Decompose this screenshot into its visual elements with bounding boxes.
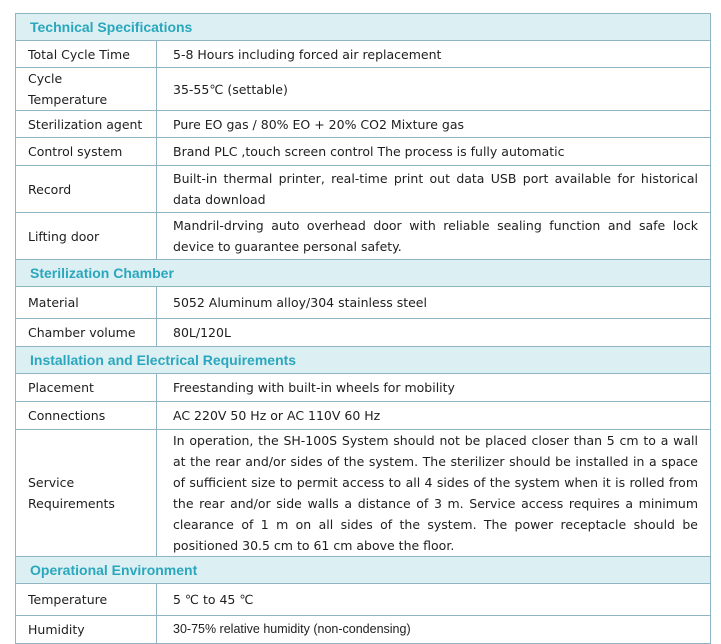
- row-value: 30-75% relative humidity (non-condensing): [157, 616, 711, 644]
- spec-row: [16, 319, 711, 347]
- spec-row: [16, 374, 711, 402]
- spec-row: [16, 111, 711, 138]
- section-title: Operational Environment: [16, 557, 711, 584]
- row-value: 5052 Aluminum alloy/304 stainless steel: [157, 287, 711, 319]
- section-header-environment: [16, 557, 711, 584]
- section-title: Installation and Electrical Requirements: [16, 347, 711, 374]
- row-value: 35-55℃ (settable): [157, 68, 711, 111]
- row-value: Brand PLC ,touch screen control The process is fully automatic: [157, 138, 711, 166]
- row-label: Control system: [16, 138, 157, 166]
- section-header-installation: [16, 347, 711, 374]
- row-value: 5-8 Hours including forced air replacement: [157, 41, 711, 68]
- row-label: Material: [16, 287, 157, 319]
- row-label: Temperature: [16, 584, 157, 616]
- row-label: Chamber volume: [16, 319, 157, 347]
- spec-row: [16, 41, 711, 68]
- section-title: Sterilization Chamber: [16, 260, 711, 287]
- spec-row: [16, 213, 711, 260]
- row-value: Pure EO gas / 80% EO + 20% CO2 Mixture gas: [157, 111, 711, 138]
- section-header-chamber: [16, 260, 711, 287]
- spec-row: [16, 402, 711, 430]
- row-label: Record: [16, 166, 157, 213]
- row-label: Humidity: [16, 616, 157, 644]
- row-label: Sterilization agent: [16, 111, 157, 138]
- row-label: Cycle Temperature: [16, 68, 157, 111]
- row-value: AC 220V 50 Hz or AC 110V 60 Hz: [157, 402, 711, 430]
- spec-row: [16, 430, 711, 557]
- spec-row: [16, 166, 711, 213]
- row-label: Total Cycle Time: [16, 41, 157, 68]
- spec-row: [16, 68, 711, 111]
- row-value: 80L/120L: [157, 319, 711, 347]
- row-value: Freestanding with built-in wheels for mobility: [157, 374, 711, 402]
- section-header-technical: [16, 14, 711, 41]
- spec-row: [16, 584, 711, 616]
- row-value: Mandril-drving auto overhead door with reliable sealing function and safe lock device to guarantee personal safety.: [157, 213, 711, 260]
- spec-row: [16, 138, 711, 166]
- row-label: Connections: [16, 402, 157, 430]
- row-label: Lifting door: [16, 213, 157, 260]
- spec-row: [16, 616, 711, 644]
- row-value: In operation, the SH-100S System should not be placed closer than 5 cm to a wall at the rear and/or sides of the system. The sterilizer should be installed in a space of sufficient size to permit access to all 4 sides of the system when it is rolled from the rear and/or side walls a distance of 3 m. Service access requires a minimum clearance of 1 m on all sides of the system. The power receptacle should be positioned 30.5 cm to 61 cm above the floor.: [157, 430, 711, 557]
- spec-table: [15, 13, 711, 644]
- row-value: 5 ℃ to 45 ℃: [157, 584, 711, 616]
- row-label: Placement: [16, 374, 157, 402]
- section-title: Technical Specifications: [16, 14, 711, 41]
- row-label: Service Requirements: [16, 430, 157, 557]
- row-value: Built-in thermal printer, real-time print out data USB port available for historical data download: [157, 166, 711, 213]
- spec-row: [16, 287, 711, 319]
